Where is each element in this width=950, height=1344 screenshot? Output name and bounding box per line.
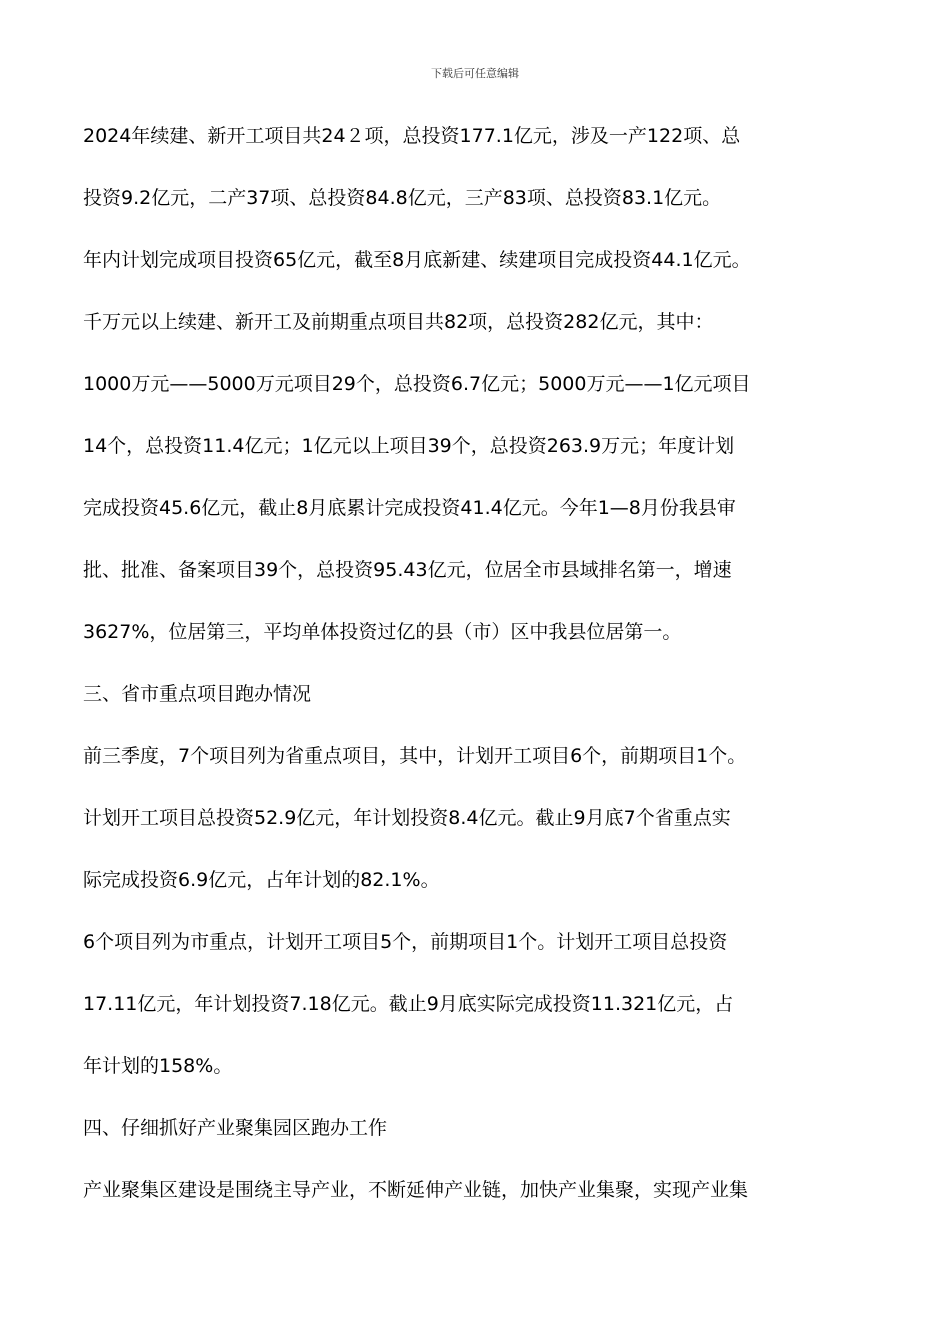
text-line: 投资9.2亿元，二产37项、总投资84.8亿元，三产83项、总投资83.1亿元。 [83, 187, 722, 209]
document-body [83, 116, 883, 1210]
section-heading: 三、省市重点项目跑办情况 [83, 683, 312, 705]
text-line: 计划开工项目总投资52.9亿元，年计划投资8.4亿元。截止9月底7个省重点实 [83, 807, 731, 829]
text-line: 完成投资45.6亿元，截止8月底累计完成投资41.4亿元。今年1—8月份我县审 [83, 497, 736, 519]
text-line: 17.11亿元，年计划投资7.18亿元。截止9月底实际完成投资11.321亿元，占 [83, 993, 734, 1015]
text-line: 前三季度，7个项目列为省重点项目，其中，计划开工项目6个，前期项目1个。 [83, 745, 747, 767]
section-heading: 四、仔细抓好产业聚集园区跑办工作 [83, 1117, 388, 1139]
text-line: 2024年续建、新开工项目共24２项，总投资177.1亿元，涉及一产122项、总 [83, 125, 741, 147]
text-line: 年计划的158%。 [83, 1055, 233, 1077]
text-line: 3627%，位居第三，平均单体投资过亿的县（市）区中我县位居第一。 [83, 621, 682, 643]
text-line: 6个项目列为市重点，计划开工项目5个，前期项目1个。计划开工项目总投资 [83, 931, 728, 953]
text-line: 1000万元——5000万元项目29个，总投资6.7亿元；5000万元——1亿元项目 [83, 373, 751, 395]
text-line: 14个，总投资11.4亿元；1亿元以上项目39个，总投资263.9万元；年度计划 [83, 435, 735, 457]
text-line: 际完成投资6.9亿元，占年计划的82.1%。 [83, 869, 440, 891]
text-line: 产业聚集区建设是围绕主导产业，不断延伸产业链，加快产业集聚，实现产业集 [83, 1179, 749, 1201]
text-line: 年内计划完成项目投资65亿元，截至8月底新建、续建项目完成投资44.1亿元。 [83, 249, 751, 271]
page-header-note: 下载后可任意编辑 [431, 67, 519, 80]
text-line: 批、批准、备案项目39个，总投资95.43亿元，位居全市县域排名第一，增速 [83, 559, 732, 581]
text-line: 千万元以上续建、新开工及前期重点项目共82项，总投资282亿元，其中： [83, 311, 714, 333]
